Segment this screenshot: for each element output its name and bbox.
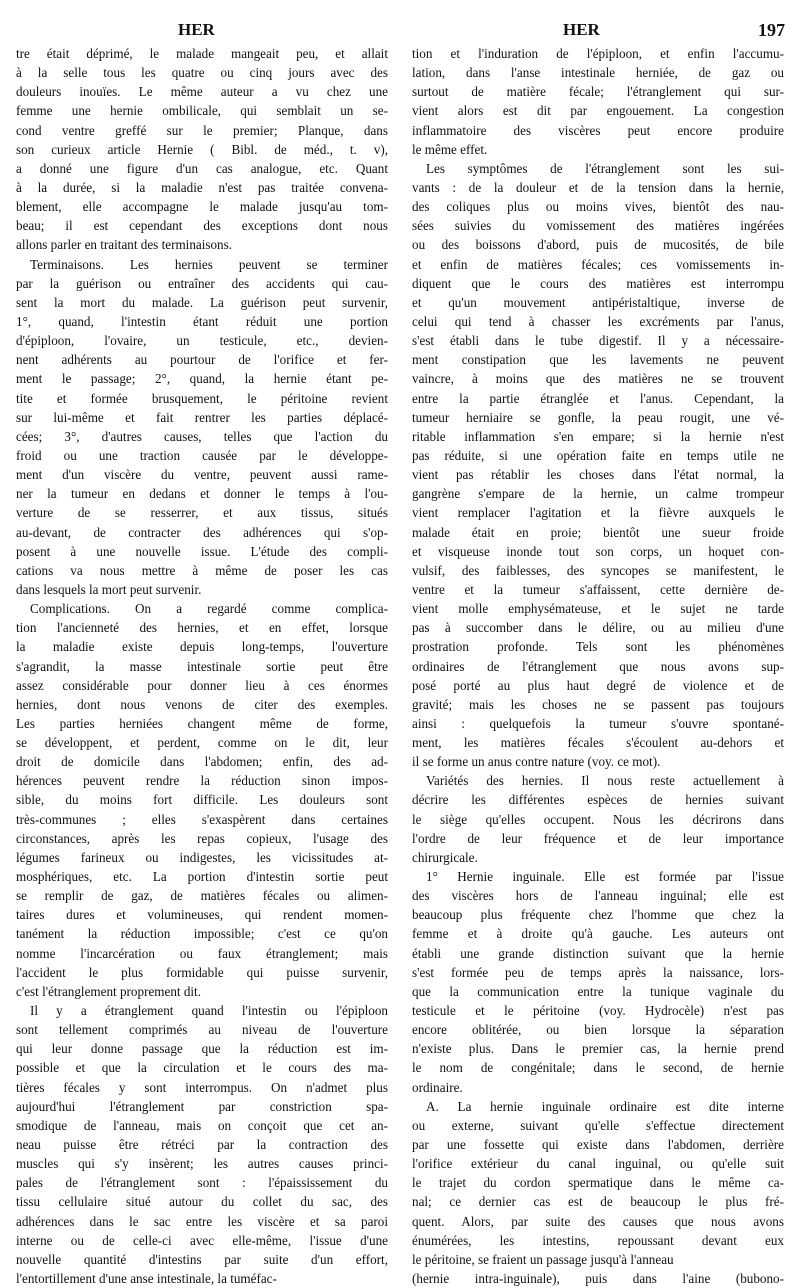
text-line: ment le passage; 2°, quand, la hernie étant pe- bbox=[16, 371, 388, 387]
text-line: par une fossette qui existe dans l'abdomen, derrière bbox=[412, 1137, 784, 1153]
text-line: taires dures et volumineuses, qui rendent momen- bbox=[16, 907, 388, 923]
text-line: gangrène s'empare de la hernie, un calme trompeur bbox=[412, 486, 784, 502]
text-line: Les parties herniées changent même de forme, bbox=[16, 715, 388, 731]
text-line: quent. Alors, par suite des causes que nous avons bbox=[412, 1213, 784, 1229]
text-line: diquent que le cours des matières est interrompu bbox=[412, 275, 784, 291]
text-line: ment constipation que les lavements ne peuvent bbox=[412, 352, 784, 368]
text-line: tissu cellulaire situé autour du collet du sac, des bbox=[16, 1194, 388, 1210]
text-line: neau puisse être rétréci par la contraction des bbox=[16, 1137, 388, 1153]
text-line: le trajet du cordon spermatique dans le même ca- bbox=[412, 1175, 784, 1191]
text-line: nal; ce dernier cas est de beaucoup le plus fré- bbox=[412, 1194, 784, 1210]
text-line: circonstances, après les repas copieux, l'usage des bbox=[16, 830, 388, 846]
text-line: (hernie intra-inguinale), puis dans l'aine (bubono- bbox=[412, 1271, 784, 1286]
text-line: muscles qui s'y insèrent; les autres causes princi- bbox=[16, 1156, 388, 1172]
text-line: Variétés des hernies. Il nous reste actuellement à bbox=[426, 773, 784, 789]
text-line: s'est formée peu de temps après la naissance, lors- bbox=[412, 964, 784, 980]
text-line: tite et formée brusquement, le péritoine revient bbox=[16, 390, 388, 406]
text-line: 1° Hernie inguinale. Elle est formée par l'issue bbox=[426, 869, 784, 885]
text-line: ventre et la tumeur s'affaissent, cette dernière de- bbox=[412, 581, 784, 597]
text-line: tières fécales y sont interrompus. On n'admet plus bbox=[16, 1079, 388, 1095]
text-line: des viscères hors de l'anneau inguinal; elle est bbox=[412, 888, 784, 904]
text-line: prostration profonde. Tels sont les phénomènes bbox=[412, 639, 784, 655]
text-line: posé porté au plus haut degré de violence et de bbox=[412, 677, 784, 693]
text-line: cées; 3°, d'autres causes, telles que l'action du bbox=[16, 428, 388, 444]
text-line: verture de se resserrer, et aux tissus, situés bbox=[16, 505, 388, 521]
text-line: testicule et le péritoine (voy. Hydrocèle) n'est pas bbox=[412, 1003, 784, 1019]
text-line: se remplir de gaz, de matières fécales ou alimen- bbox=[16, 888, 388, 904]
text-line: aujourd'hui l'étranglement par constriction spa- bbox=[16, 1098, 388, 1114]
text-line: 1°, quand, l'intestin étant réduit une portion bbox=[16, 313, 388, 329]
text-line: établi une grande distinction suivant que la hernie bbox=[412, 945, 784, 961]
header-left-word: HER bbox=[178, 20, 215, 39]
page-number: 197 bbox=[758, 20, 785, 40]
text-line: des coliques plus ou moins vives, bientôt des nau- bbox=[412, 199, 784, 215]
text-line: sible, du moins fort difficile. Les douleurs sont bbox=[16, 792, 388, 808]
text-line: que la communication entre la tunique vaginale du bbox=[412, 983, 784, 999]
text-line: pas réduite, si une opération faite en temps utile ne bbox=[412, 447, 784, 463]
text-line: blement, elle accompagne le malade jusqu'au tom- bbox=[16, 199, 388, 215]
text-line: s'est établi dans le tube digestif. Il y a nécessaire- bbox=[412, 333, 784, 349]
text-line: Les symptômes de l'étranglement sont les sui- bbox=[426, 160, 784, 176]
text-line: décrire les différentes espèces de hernies suivant bbox=[412, 792, 784, 808]
text-line: très-communes ; elles s'exaspèrent dans certaines bbox=[16, 811, 388, 827]
text-line: l'orifice extérieur du canal inguinal, ou qu'elle suit bbox=[412, 1156, 784, 1172]
running-header bbox=[0, 10, 800, 42]
text-line: tion l'ancienneté des hernies, et en effet, lorsque bbox=[16, 620, 388, 636]
text-line: c'est l'étranglement proprement dit. bbox=[16, 983, 201, 999]
text-line: tumeur herniaire se gonfle, la peau rougit, une vé- bbox=[412, 409, 784, 425]
text-line: l'ordre de leur fréquence et de leur importance bbox=[412, 830, 784, 846]
text-line: A. La hernie inguinale ordinaire est dite interne bbox=[426, 1098, 784, 1114]
text-line: allons parler en traitant des terminaisons. bbox=[16, 237, 233, 253]
text-line: a donné une figure d'un cas analogue, etc. Quant bbox=[16, 160, 388, 176]
text-line: ritable inflammation s'en empare; si la hernie n'est bbox=[412, 428, 784, 444]
text-line: par la guérison ou entraîner des accidents qui cau- bbox=[16, 275, 388, 291]
text-line: vulsif, des faiblesses, des syncopes se manifestent, le bbox=[412, 562, 784, 578]
text-line: le péritoine, se fraient un passage jusqu'à l'anneau bbox=[412, 1251, 674, 1267]
text-line: le même effet. bbox=[412, 141, 488, 157]
text-line: tre était déprimé, le malade mangeait peu, et allait bbox=[16, 46, 388, 61]
text-line: froid ou une traction causée par le développe- bbox=[16, 447, 388, 463]
text-line: sur lui-même et fait rentrer les parties déplacé- bbox=[16, 409, 388, 425]
text-line: encore oblitérée, ou bien lorsque la séparation bbox=[412, 1022, 784, 1038]
text-line: vants : de la douleur et de la tension dans la hernie, bbox=[412, 179, 784, 195]
text-line: interne ou de celle-ci avec elle-même, l'issue d'une bbox=[16, 1232, 388, 1248]
text-line: n'existe plus. Dans le premier cas, la hernie prend bbox=[412, 1041, 784, 1057]
text-line: possible et que la circulation et le cours des ma- bbox=[16, 1060, 388, 1076]
text-line: sont tellement comprimés au niveau de l'ouverture bbox=[16, 1022, 388, 1038]
text-line: ordinaires de l'étranglement que nous avons sup- bbox=[412, 658, 784, 674]
text-line: surtout de matière fécale; l'étranglement qui sur- bbox=[412, 84, 784, 100]
text-line: hérences peuvent rendre la réduction sinon impos- bbox=[16, 773, 388, 789]
text-line: nent adhérents au pourtour de l'orifice et fer- bbox=[16, 352, 388, 368]
text-line: entre la partie étranglée et l'anus. Cependant, la bbox=[412, 390, 784, 406]
text-line: l'accident le plus formidable qui puisse survenir, bbox=[16, 964, 388, 980]
text-line: vient molle emphysémateuse, et le sujet ne tarde bbox=[412, 601, 784, 617]
text-line: posent à une nouvelle issue. L'étude des compli- bbox=[16, 543, 388, 559]
text-line: énumérées, les intestins, repoussant devant eux bbox=[412, 1232, 784, 1248]
text-line: légumes farineux ou indigestes, les vicissitudes at- bbox=[16, 849, 388, 865]
header-right-word: HER bbox=[563, 20, 600, 39]
text-line: beau; il est cependant des exceptions dont nous bbox=[16, 218, 388, 234]
text-line: pas à succomber dans le délire, ou au milieu d'une bbox=[412, 620, 784, 636]
text-line: douleurs inouïes. Le même auteur a vu chez une bbox=[16, 84, 388, 100]
text-line: sent la mort du malade. La guérison peut survenir, bbox=[16, 294, 388, 310]
right-text-column bbox=[412, 44, 784, 1288]
text-line: ou des boissons d'abord, puis de mucosités, de bile bbox=[412, 237, 784, 253]
text-line: celui qui tend à chasser les excréments par l'anus, bbox=[412, 313, 784, 329]
text-line: d'épiploon, l'ovaire, un testicule, etc., devien- bbox=[16, 333, 388, 349]
text-line: son curieux article Hernie ( Bibl. de méd., t. v), bbox=[16, 141, 388, 157]
text-line: mosphériques, etc. La portion d'intestin sortie peut bbox=[16, 869, 388, 885]
text-line: assez considérable pour donner lieu à ces énormes bbox=[16, 677, 388, 693]
text-line: à la durée, si la maladie n'est pas traitée convena- bbox=[16, 179, 388, 195]
text-line: smodique de l'anneau, mais on conçoit que cet an- bbox=[16, 1117, 388, 1133]
text-line: l'entortillement d'une anse intestinale, la tuméfac- bbox=[16, 1271, 277, 1286]
text-line: cations va nous mettre à même de poser les cas bbox=[16, 562, 388, 578]
text-line: femme et à droite qu'à gauche. Les auteurs ont bbox=[412, 926, 784, 942]
text-line: femme une hernie ombilicale, qui semblait un se- bbox=[16, 103, 388, 119]
text-line: beaucoup plus fréquente chez l'homme que chez la bbox=[412, 907, 784, 923]
text-line: pales de l'étranglement sont : l'épaississement du bbox=[16, 1175, 388, 1191]
text-line: qui leur donne passage que la réduction est im- bbox=[16, 1041, 388, 1057]
text-line: et visqueuse inonde tout son corps, un hoquet con- bbox=[412, 543, 784, 559]
text-line: et enfin de matières fécales; ces vomissements in- bbox=[412, 256, 784, 272]
text-line: lation, dans l'anse intestinale herniée, de gaz ou bbox=[412, 65, 784, 81]
text-line: ment d'un viscère du ventre, peuvent aussi rame- bbox=[16, 467, 388, 483]
text-line: ou externe, suivant qu'elle s'effectue directement bbox=[412, 1117, 784, 1133]
text-line: gravité; mais les choses ne se passent pas toujours bbox=[412, 696, 784, 712]
text-line: vaincre, à moins que des matières ne se trouvent bbox=[412, 371, 784, 387]
text-line: inflammatoire des viscères peut encore produire bbox=[412, 122, 784, 138]
text-line: dans lesquels la mort peut survenir. bbox=[16, 581, 202, 597]
text-line: adhérences dans le sac entre les viscère et sa paroi bbox=[16, 1213, 388, 1229]
text-line: au-devant, de contracter des adhérences qui s'op- bbox=[16, 524, 388, 540]
text-line: vient remplacer l'agitation et la fièvre auxquels le bbox=[412, 505, 784, 521]
text-line: vient pas rétablir les choses dans l'état normal, la bbox=[412, 467, 784, 483]
text-line: malade était en proie; bientôt une sueur froide bbox=[412, 524, 784, 540]
text-line: nomme l'incarcération ou faux étranglement; mais bbox=[16, 945, 388, 961]
text-line: hernies, dont nous venons de citer des exemples. bbox=[16, 696, 388, 712]
text-line: le nom de congénitale; dans le second, de hernie bbox=[412, 1060, 784, 1076]
text-line: nouvelle quantité d'intestins par suite d'un effort, bbox=[16, 1251, 388, 1267]
text-line: la maladie existe depuis long-temps, l'ouverture bbox=[16, 639, 388, 655]
text-line: tion et l'induration de l'épiploon, et enfin l'accumu- bbox=[412, 46, 784, 61]
text-line: droit de domicile dans l'abdomen; enfin, des ad- bbox=[16, 754, 388, 770]
text-line: ordinaire. bbox=[412, 1079, 463, 1095]
text-line: cond ventre greffé sur le premier; Planque, dans bbox=[16, 122, 388, 138]
left-text-column bbox=[16, 44, 388, 1288]
text-line: à la selle tous les quatre ou cinq jours avec des bbox=[16, 65, 388, 81]
text-line: Complications. On a regardé comme complica- bbox=[30, 601, 388, 617]
text-line: Il y a étranglement quand l'intestin ou l'épiploon bbox=[30, 1003, 388, 1019]
text-line: sées suivies du vomissement des matières ingérées bbox=[412, 218, 784, 234]
text-line: vient alors est dit par engouement. La congestion bbox=[412, 103, 784, 119]
text-line: Terminaisons. Les hernies peuvent se terminer bbox=[30, 256, 388, 272]
text-line: ner la tumeur en dedans et donner le temps à l'ou- bbox=[16, 486, 388, 502]
text-line: il se forme un anus contre nature (voy. ce mot). bbox=[412, 754, 661, 770]
text-line: ment, les matières fécales s'écoulent au-dehors et bbox=[412, 735, 784, 751]
text-line: chirurgicale. bbox=[412, 849, 478, 865]
text-line: ainsi : quelquefois la tumeur s'ouvre spontané- bbox=[412, 715, 784, 731]
text-line: s'agrandit, la masse intestinale sortie peut être bbox=[16, 658, 388, 674]
text-line: le siège qu'elles occupent. Nous les décrirons dans bbox=[412, 811, 784, 827]
text-line: se développent, et perdent, comme on le dit, leur bbox=[16, 735, 388, 751]
text-line: tanément la réduction impossible; c'est ce qu'on bbox=[16, 926, 388, 942]
text-line: et qu'un mouvement antipéristaltique, inverse de bbox=[412, 294, 784, 310]
